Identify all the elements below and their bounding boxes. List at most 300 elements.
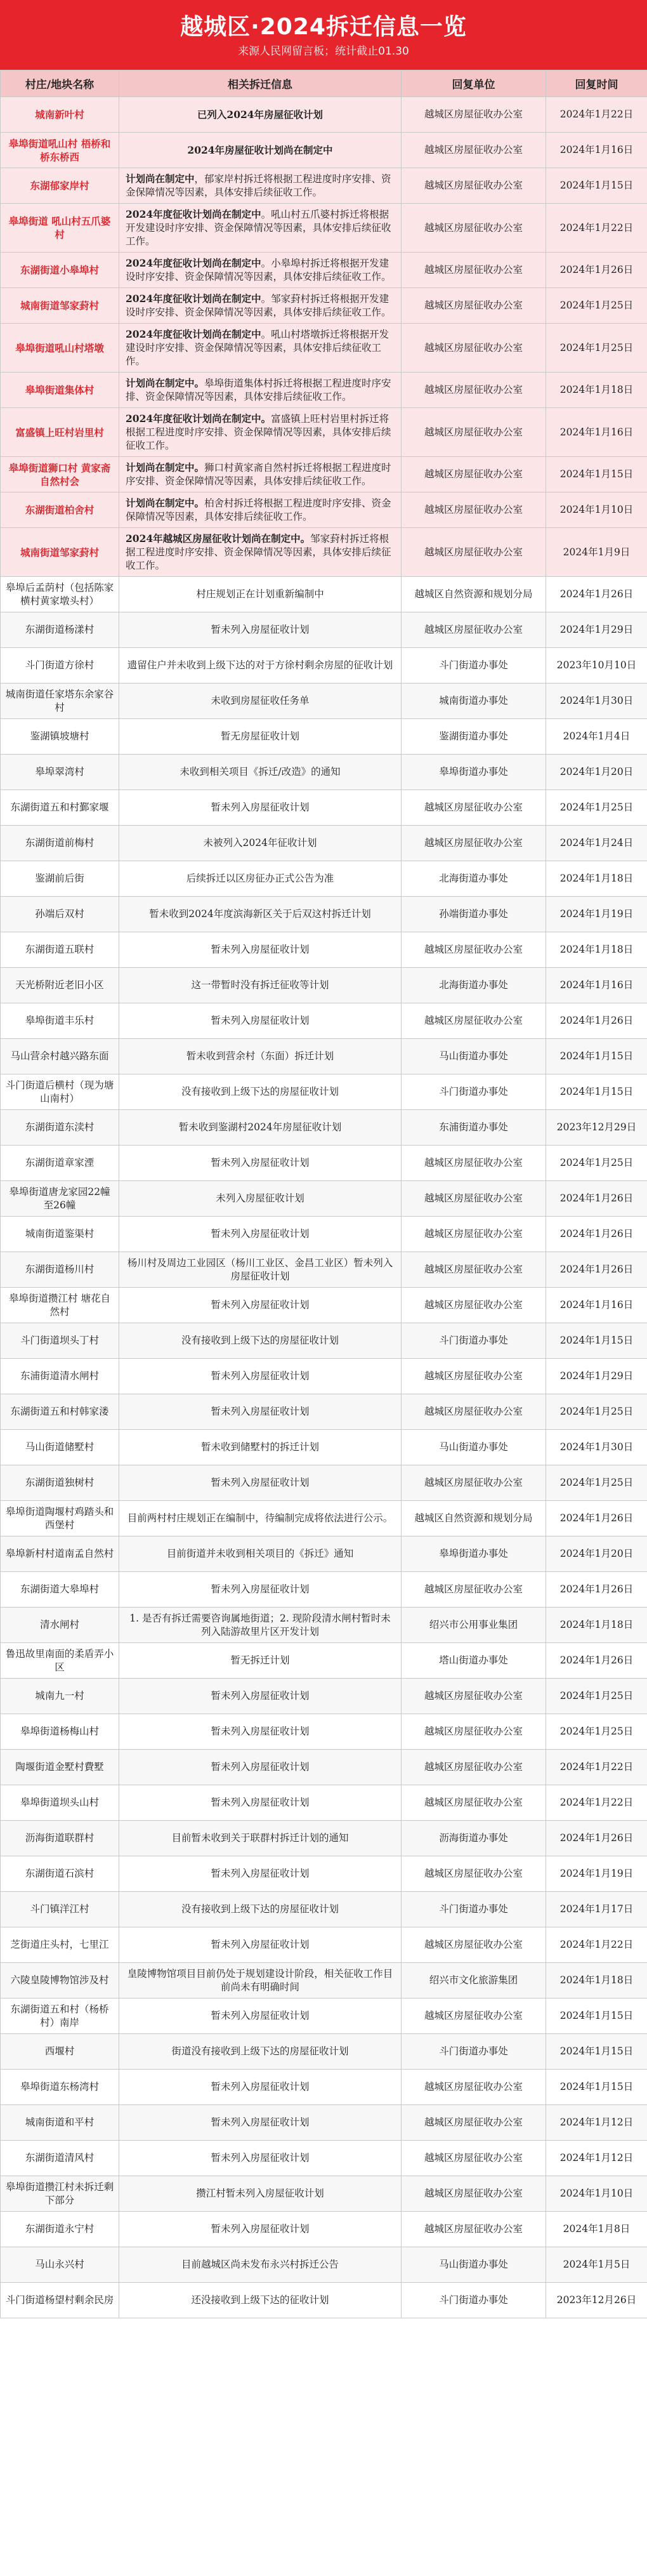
village-name-cell: 东湖街道五和村鄞家堰 [1,790,119,826]
reply-date-cell: 2024年1月22日 [546,204,647,253]
info-highlight: 计划尚在制定中。 [126,377,205,389]
reply-date-cell: 2024年1月30日 [546,684,647,719]
table-row [1,1963,647,1998]
village-name-cell: 皋埠街道陶堰村鸡踏头和西堡村 [1,1501,119,1536]
reply-unit-cell: 孙端街道办事处 [402,897,546,932]
info-highlight: 2024年度征收计划尚在制定中 [126,328,261,340]
table-row [1,1181,647,1217]
table-row [1,648,647,684]
village-name-cell: 东湖街道小皋埠村 [1,253,119,288]
table-row [1,612,647,648]
demolition-info-cell [119,288,402,324]
village-name-cell: 东湖郁家岸村 [1,168,119,204]
reply-date-cell: 2024年1月30日 [546,1430,647,1465]
demolition-info-cell: 没有接收到上级下达的房屋征收计划 [119,1892,402,1927]
reply-unit-cell: 越城区自然资源和规划分局 [402,577,546,612]
demolition-info-cell: 暂未列入房屋征收计划 [119,790,402,826]
village-name-cell: 皋埠街道坝头山村 [1,1785,119,1821]
demolition-info-cell: 暂未列入房屋征收计划 [119,1288,402,1323]
village-name-cell: 皋埠街道攒江村未拆迁剩下部分 [1,2176,119,2212]
table-row [1,1714,647,1750]
demolition-info-cell: 暂未列入房屋征收计划 [119,1146,402,1181]
reply-unit-cell: 越城区房屋征收办公室 [402,133,546,168]
info-highlight: 2024年度征收计划尚在制定中。 [126,413,271,425]
village-name-cell: 斗门街道坝头丁村 [1,1323,119,1359]
table-row [1,288,647,324]
table-row [1,932,647,968]
reply-unit-cell: 斗门街道办事处 [402,1323,546,1359]
reply-date-cell: 2024年1月9日 [546,528,647,577]
table-row [1,577,647,612]
reply-date-cell: 2024年1月15日 [546,1039,647,1074]
reply-date-cell: 2024年1月25日 [546,1679,647,1714]
village-name-cell: 东湖街道东渎村 [1,1110,119,1146]
reply-date-cell: 2024年1月25日 [546,288,647,324]
village-name-cell: 皋埠翠湾村 [1,755,119,790]
demolition-info-cell: 暂未列入房屋征收计划 [119,2141,402,2176]
table-row [1,1074,647,1110]
page-header [0,0,647,70]
reply-unit-cell: 越城区房屋征收办公室 [402,1181,546,1217]
reply-unit-cell: 越城区房屋征收办公室 [402,1750,546,1785]
demolition-info-cell: 目前两村村庄规划正在编制中，待编制完成将依法进行公示。 [119,1501,402,1536]
table-row [1,1217,647,1252]
village-name-cell: 皋埠街道唐龙家园22幢至26幢 [1,1181,119,1217]
table-row [1,97,647,133]
village-name-cell: 鉴湖镇坡塘村 [1,719,119,755]
village-name-cell: 东湖街道五和村（杨桥村）南岸 [1,1998,119,2034]
table-row [1,968,647,1003]
reply-date-cell: 2024年1月18日 [546,861,647,897]
village-name-cell: 东湖街道石滨村 [1,1856,119,1892]
demolition-info-cell: 暂未列入房屋征收计划 [119,1572,402,1608]
reply-unit-cell: 斗门街道办事处 [402,648,546,684]
demolition-info-cell: 暂未列入房屋征收计划 [119,1217,402,1252]
demolition-info-cell: 遗留住户并未收到上级下达的对于方徐村剩余房屋的征收计划 [119,648,402,684]
village-name-cell: 沥海街道联群村 [1,1821,119,1856]
info-highlight: 计划尚在制定中。 [126,461,205,473]
reply-date-cell: 2023年12月26日 [546,2283,647,2318]
reply-date-cell: 2024年1月12日 [546,2105,647,2141]
demolition-info-cell: 未收到房屋征收任务单 [119,684,402,719]
reply-date-cell: 2024年1月20日 [546,1536,647,1572]
reply-unit-cell: 越城区房屋征收办公室 [402,492,546,528]
village-name-cell: 东湖街道清风村 [1,2141,119,2176]
reply-unit-cell: 越城区房屋征收办公室 [402,2141,546,2176]
village-name-cell: 鲁迅故里南面的柔盾弄小区 [1,1643,119,1679]
demolition-info-cell: 目前越城区尚未发布永兴村拆迁公告 [119,2247,402,2283]
reply-date-cell: 2024年1月26日 [546,1217,647,1252]
reply-date-cell: 2024年1月24日 [546,826,647,861]
demolition-info-cell: 暂未列入房屋征收计划 [119,1785,402,1821]
info-text: 。吼山村塔墩拆迁将根据开发建设时序安排、资金保障情况等因素，具体安排后续征收工作。 [126,329,389,367]
table-row [1,1146,647,1181]
column-header-village: 村庄/地块名称 [1,70,119,97]
table-row [1,408,647,457]
reply-date-cell: 2024年1月5日 [546,2247,647,2283]
table-row [1,1536,647,1572]
reply-date-cell: 2024年1月25日 [546,1465,647,1501]
village-name-cell: 东湖街道杨漾村 [1,612,119,648]
village-name-cell: 皋埠街道吼山村塔墩 [1,324,119,373]
column-header-unit: 回复单位 [402,70,546,97]
demolition-info-cell: 还没接收到上级下达的征收计划 [119,2283,402,2318]
reply-date-cell: 2024年1月25日 [546,1714,647,1750]
village-name-cell: 马山营余村越兴路东面 [1,1039,119,1074]
table-row [1,492,647,528]
demolition-info-cell: 暂未收到2024年度滨海新区关于后双这村拆迁计划 [119,897,402,932]
demolition-info-cell: 暂未列入房屋征收计划 [119,2070,402,2105]
village-name-cell: 皋埠街道集体村 [1,373,119,408]
reply-unit-cell: 越城区房屋征收办公室 [402,1998,546,2034]
village-name-cell: 东湖街道杨川村 [1,1252,119,1288]
demolition-info-cell: 攒江村暂未列入房屋征收计划 [119,2176,402,2212]
table-row [1,1003,647,1039]
village-name-cell: 清水闸村 [1,1608,119,1643]
reply-date-cell: 2024年1月15日 [546,1998,647,2034]
info-highlight: 2024年度征收计划尚在制定中 [126,208,261,220]
demolition-info-cell: 已列入2024年房屋征收计划 [119,97,402,133]
reply-unit-cell: 越城区房屋征收办公室 [402,1003,546,1039]
demolition-info-cell: 暂未列入房屋征收计划 [119,1359,402,1394]
reply-date-cell: 2024年1月22日 [546,1750,647,1785]
table-row [1,684,647,719]
village-name-cell: 六陵皇陵博物馆涉及村 [1,1963,119,1998]
reply-unit-cell: 越城区房屋征收办公室 [402,2212,546,2247]
reply-date-cell: 2024年1月22日 [546,97,647,133]
reply-date-cell: 2024年1月19日 [546,1856,647,1892]
table-row [1,2070,647,2105]
table-row [1,1785,647,1821]
reply-unit-cell: 越城区房屋征收办公室 [402,2105,546,2141]
reply-unit-cell: 越城区房屋征收办公室 [402,97,546,133]
demolition-info-cell: 没有接收到上级下达的房屋征收计划 [119,1074,402,1110]
info-text: 。小皋埠村拆迁将根据开发建设时序安排、资金保障情况等因素，具体安排后续征收工作。 [126,258,391,282]
reply-date-cell: 2024年1月15日 [546,2070,647,2105]
village-name-cell: 东湖街道柏舍村 [1,492,119,528]
village-name-cell: 鉴湖前后街 [1,861,119,897]
demolition-info-cell [119,253,402,288]
table-row [1,324,647,373]
table-row [1,1998,647,2034]
table-row [1,861,647,897]
village-name-cell: 城南街道和平村 [1,2105,119,2141]
reply-date-cell: 2024年1月26日 [546,1181,647,1217]
table-row [1,826,647,861]
info-highlight: 2024年度征收计划尚在制定中 [126,257,261,269]
table-row [1,1501,647,1536]
village-name-cell: 皋埠街道杨梅山村 [1,1714,119,1750]
column-header-date: 回复时间 [546,70,647,97]
table-row [1,1750,647,1785]
reply-unit-cell: 越城区房屋征收办公室 [402,1856,546,1892]
reply-date-cell: 2024年1月10日 [546,2176,647,2212]
demolition-info-cell: 没有接收到上级下达的房屋征收计划 [119,1323,402,1359]
table-row [1,1927,647,1963]
reply-date-cell: 2024年1月25日 [546,790,647,826]
reply-unit-cell: 北海街道办事处 [402,968,546,1003]
demolition-info-cell: 村庄规划正在计划重新编制中 [119,577,402,612]
reply-date-cell: 2024年1月16日 [546,1288,647,1323]
info-highlight: 计划尚在制定中。 [126,497,205,509]
reply-date-cell: 2024年1月26日 [546,1572,647,1608]
table-row [1,457,647,492]
reply-unit-cell: 越城区房屋征收办公室 [402,1572,546,1608]
table-row [1,897,647,932]
village-name-cell: 东湖街道章家湮 [1,1146,119,1181]
village-name-cell: 城南街道鉴渠村 [1,1217,119,1252]
table-row [1,2105,647,2141]
reply-unit-cell: 越城区房屋征收办公室 [402,408,546,457]
reply-date-cell: 2024年1月26日 [546,1643,647,1679]
table-row [1,1110,647,1146]
reply-unit-cell: 越城区房屋征收办公室 [402,168,546,204]
reply-date-cell: 2024年1月18日 [546,1608,647,1643]
info-text: 。邹家葑村拆迁将根据开发建设时序安排、资金保障情况等因素，具体安排后续征收工作。 [126,293,391,318]
village-name-cell: 东浦街道清水闸村 [1,1359,119,1394]
table-row [1,1679,647,1714]
demolition-info-cell: 街道没有接收到上级下达的房屋征收计划 [119,2034,402,2070]
demolition-info-cell: 皇陵博物馆项目目前仍处于规划建设计阶段，相关征收工作目前尚未有明确时间 [119,1963,402,1998]
demolition-info-cell: 暂未列入房屋征收计划 [119,612,402,648]
reply-unit-cell: 北海街道办事处 [402,861,546,897]
village-name-cell: 城南街道邹家葑村 [1,288,119,324]
village-name-cell: 斗门街道方徐村 [1,648,119,684]
demolition-info-cell: 目前暂未收到关于联群村拆迁计划的通知 [119,1821,402,1856]
demolition-info-cell [119,204,402,253]
table-row [1,1323,647,1359]
village-name-cell: 东湖街道永宁村 [1,2212,119,2247]
reply-unit-cell: 绍兴市公用事业集团 [402,1608,546,1643]
reply-unit-cell: 越城区房屋征收办公室 [402,1252,546,1288]
demolition-info-cell [119,373,402,408]
table-row [1,1288,647,1323]
reply-unit-cell: 越城区房屋征收办公室 [402,528,546,577]
table-body [1,97,647,2318]
demolition-info-cell: 暂未列入房屋征收计划 [119,1003,402,1039]
table-row [1,719,647,755]
info-highlight: 计划尚在制定中 [126,173,195,185]
table-row [1,2283,647,2318]
table-row [1,1394,647,1430]
village-name-cell: 斗门街道杨望村剩余民房 [1,2283,119,2318]
table-row [1,790,647,826]
demolition-info-cell [119,324,402,373]
demolition-info-cell: 暂未列入房屋征收计划 [119,1927,402,1963]
demolition-info-cell: 暂未列入房屋征收计划 [119,2212,402,2247]
reply-unit-cell: 城南街道办事处 [402,684,546,719]
village-name-cell: 马山永兴村 [1,2247,119,2283]
reply-unit-cell: 越城区房屋征收办公室 [402,2176,546,2212]
village-name-cell: 城南街道邹家葑村 [1,528,119,577]
reply-date-cell: 2024年1月18日 [546,932,647,968]
info-text: ，郁家岸村拆迁将根据工程进度时序安排、资金保障情况等因素，具体安排后续征收工作。 [126,173,391,198]
info-text: 狮口村黄家斋自然村拆迁将根据工程进度时序安排、资金保障情况等因素，具体安排后续征收工作。 [126,462,391,487]
demolition-info-cell: 未收到相关项目《拆迁/改造》的通知 [119,755,402,790]
table-row [1,2176,647,2212]
reply-date-cell: 2024年1月26日 [546,1501,647,1536]
reply-unit-cell: 越城区房屋征收办公室 [402,457,546,492]
village-name-cell: 皋埠街道狮口村 黄家斋自然村会 [1,457,119,492]
village-name-cell: 城南新叶村 [1,97,119,133]
table-row [1,253,647,288]
demolition-info-cell [119,408,402,457]
reply-date-cell: 2024年1月10日 [546,492,647,528]
reply-date-cell: 2024年1月22日 [546,1927,647,1963]
reply-unit-cell: 越城区自然资源和规划分局 [402,1501,546,1536]
reply-unit-cell: 越城区房屋征收办公室 [402,1394,546,1430]
page-subtitle: 来源人民网留言板；统计截止01.30 [238,45,409,58]
reply-unit-cell: 越城区房屋征收办公室 [402,1217,546,1252]
reply-date-cell: 2024年1月15日 [546,168,647,204]
table-row [1,1643,647,1679]
info-highlight: 2024年度征收计划尚在制定中 [126,293,261,305]
reply-unit-cell: 东浦街道办事处 [402,1110,546,1146]
demolition-info-cell: 暂无拆迁计划 [119,1643,402,1679]
info-text: 邹家葑村拆迁将根据工程进度时序安排、资金保障情况等因素，具体安排后续征收工作。 [126,533,391,571]
table-row [1,1856,647,1892]
reply-unit-cell: 沥海街道办事处 [402,1821,546,1856]
info-text: 富盛镇上旺村岩里村拆迁将根据工程进度时序安排、资金保障情况等因素，具体安排后续征收工作。 [126,413,391,451]
reply-unit-cell: 越城区房屋征收办公室 [402,1146,546,1181]
reply-unit-cell: 越城区房屋征收办公室 [402,373,546,408]
demolition-info-cell: 2024年房屋征收计划尚在制定中 [119,133,402,168]
demolition-info-cell: 暂未收到鉴湖村2024年房屋征收计划 [119,1110,402,1146]
info-text: 。吼山村五爪婆村拆迁将根据开发建设时序安排、资金保障情况等因素，具体安排后续征收工作。 [126,209,391,247]
reply-unit-cell: 斗门街道办事处 [402,1892,546,1927]
reply-date-cell: 2024年1月29日 [546,612,647,648]
table-row [1,1608,647,1643]
reply-date-cell: 2024年1月16日 [546,133,647,168]
reply-unit-cell: 越城区房屋征收办公室 [402,204,546,253]
reply-unit-cell: 斗门街道办事处 [402,1074,546,1110]
table-row [1,528,647,577]
village-name-cell: 皋埠街道东杨湾村 [1,2070,119,2105]
village-name-cell: 陶堰街道金墅村費墅 [1,1750,119,1785]
reply-date-cell: 2024年1月15日 [546,1323,647,1359]
demolition-info-cell: 未被列入2024年征收计划 [119,826,402,861]
reply-unit-cell: 越城区房屋征收办公室 [402,932,546,968]
table-row [1,168,647,204]
reply-unit-cell: 鉴湖街道办事处 [402,719,546,755]
reply-date-cell: 2024年1月25日 [546,1146,647,1181]
reply-date-cell: 2024年1月15日 [546,1074,647,1110]
table-row [1,1821,647,1856]
table-row [1,2141,647,2176]
demolition-info-cell: 暂未列入房屋征收计划 [119,1714,402,1750]
demolition-info-cell: 暂未列入房屋征收计划 [119,1465,402,1501]
reply-unit-cell: 越城区房屋征收办公室 [402,2070,546,2105]
reply-unit-cell: 越城区房屋征收办公室 [402,612,546,648]
village-name-cell: 斗门镇洋江村 [1,1892,119,1927]
demolition-info-cell: 这一带暂时没有拆迁征收等计划 [119,968,402,1003]
reply-unit-cell: 越城区房屋征收办公室 [402,1927,546,1963]
village-name-cell: 马山街道储墅村 [1,1430,119,1465]
village-name-cell: 斗门街道后横村（现为塘山南村） [1,1074,119,1110]
demolition-info-cell [119,492,402,528]
reply-unit-cell: 斗门街道办事处 [402,2283,546,2318]
table-row [1,373,647,408]
village-name-cell: 芝街道庄头村，七里江 [1,1927,119,1963]
reply-unit-cell: 马山街道办事处 [402,1430,546,1465]
reply-unit-cell: 越城区房屋征收办公室 [402,1288,546,1323]
reply-date-cell: 2024年1月25日 [546,1394,647,1430]
demolition-info-cell: 暂未收到储墅村的拆迁计划 [119,1430,402,1465]
table-row [1,1572,647,1608]
village-name-cell: 皋埠街道 吼山村五爪婆村 [1,204,119,253]
reply-unit-cell: 越城区房屋征收办公室 [402,1679,546,1714]
reply-date-cell: 2024年1月19日 [546,897,647,932]
reply-date-cell: 2024年1月25日 [546,324,647,373]
reply-date-cell: 2024年1月22日 [546,1785,647,1821]
reply-unit-cell: 斗门街道办事处 [402,2034,546,2070]
village-name-cell: 皋埠街道吼山村 梧桥和桥东桥西 [1,133,119,168]
reply-date-cell: 2024年1月4日 [546,719,647,755]
reply-unit-cell: 越城区房屋征收办公室 [402,1465,546,1501]
village-name-cell: 东湖街道五联村 [1,932,119,968]
reply-date-cell: 2024年1月18日 [546,373,647,408]
village-name-cell: 天光桥附近老旧小区 [1,968,119,1003]
table-row [1,1892,647,1927]
table-row [1,1039,647,1074]
reply-unit-cell: 越城区房屋征收办公室 [402,790,546,826]
demolition-info-cell: 暂未列入房屋征收计划 [119,2105,402,2141]
reply-date-cell: 2024年1月16日 [546,968,647,1003]
reply-date-cell: 2024年1月8日 [546,2212,647,2247]
reply-date-cell: 2024年1月26日 [546,253,647,288]
village-name-cell: 东湖街道独树村 [1,1465,119,1501]
table-row [1,204,647,253]
demolition-info-cell [119,528,402,577]
reply-unit-cell: 绍兴市文化旅游集团 [402,1963,546,1998]
info-text: 皋埠街道集体村拆迁将根据工程进度时序安排、资金保障情况等因素，具体安排后续征收工作。 [126,378,391,402]
village-name-cell: 皋埠街道丰乐村 [1,1003,119,1039]
village-name-cell: 东湖街道大皋埠村 [1,1572,119,1608]
village-name-cell: 皋埠街道攒江村 塘花自然村 [1,1288,119,1323]
village-name-cell: 城南九一村 [1,1679,119,1714]
reply-date-cell: 2024年1月26日 [546,1821,647,1856]
reply-unit-cell: 越城区房屋征收办公室 [402,1785,546,1821]
village-name-cell: 富盛镇上旺村岩里村 [1,408,119,457]
reply-date-cell: 2024年1月20日 [546,755,647,790]
demolition-info-cell: 暂未收到营余村（东面）拆迁计划 [119,1039,402,1074]
village-name-cell: 孙端后双村 [1,897,119,932]
village-name-cell: 城南街道任家塔东余家谷村 [1,684,119,719]
reply-unit-cell: 越城区房屋征收办公室 [402,288,546,324]
demolition-info-cell [119,457,402,492]
table-row [1,755,647,790]
demolition-info-cell: 暂未列入房屋征收计划 [119,1679,402,1714]
demolition-info-cell [119,168,402,204]
column-header-info: 相关拆迁信息 [119,70,402,97]
reply-date-cell: 2024年1月26日 [546,1003,647,1039]
reply-date-cell: 2024年1月15日 [546,2034,647,2070]
reply-unit-cell: 塔山街道办事处 [402,1643,546,1679]
reply-date-cell: 2024年1月26日 [546,1252,647,1288]
table-row [1,1465,647,1501]
reply-date-cell: 2024年1月16日 [546,408,647,457]
demolition-info-cell: 暂未列入房屋征收计划 [119,1998,402,2034]
reply-unit-cell: 皋埠街道办事处 [402,755,546,790]
demolition-info-cell: 暂未列入房屋征收计划 [119,1750,402,1785]
demolition-info-cell: 暂无房屋征收计划 [119,719,402,755]
village-name-cell: 东湖街道五和村韩家溇 [1,1394,119,1430]
reply-date-cell: 2024年1月26日 [546,577,647,612]
reply-date-cell: 2024年1月18日 [546,1963,647,1998]
table-row [1,1252,647,1288]
reply-unit-cell: 皋埠街道办事处 [402,1536,546,1572]
demolition-info-cell: 杨川村及周边工业园区（杨川工业区、金昌工业区）暂未列入房屋征收计划 [119,1252,402,1288]
